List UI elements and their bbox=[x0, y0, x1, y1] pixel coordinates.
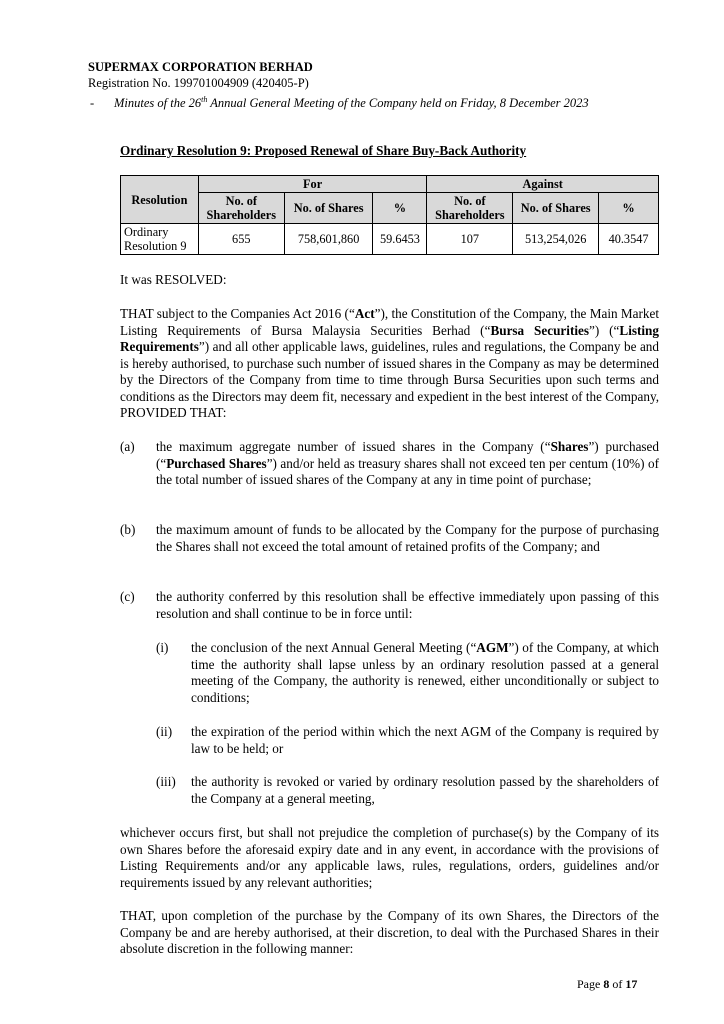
for-shares-cell: 758,601,860 bbox=[284, 224, 373, 255]
registration-number: Registration No. 199701004909 (420405-P) bbox=[88, 76, 309, 90]
page-number: Page 8 of 17 bbox=[577, 977, 638, 991]
item-label: (iii) bbox=[156, 774, 176, 789]
item-label: (b) bbox=[120, 522, 136, 537]
vote-table bbox=[120, 175, 659, 255]
item-text: the authority conferred by this resolution shall be effective immediately upon passing of this resolution and shall continue to be in force until: bbox=[156, 589, 659, 621]
company-name: SUPERMAX CORPORATION BERHAD bbox=[88, 60, 313, 74]
against-pct-header: % bbox=[599, 193, 659, 224]
item-text: the maximum amount of funds to be allocated by the Company for the purpose of purchasing the Shares shall not exceed the total amount of retained profits of the Company; and bbox=[156, 522, 659, 554]
table-subheader-row bbox=[121, 193, 659, 224]
resolution-title: Ordinary Resolution 9: Proposed Renewal of Share Buy-Back Authority bbox=[120, 143, 527, 158]
for-pct-header: % bbox=[373, 193, 427, 224]
item-text: the conclusion of the next Annual General Meeting (“AGM”) of the Company, at which time the authority shall lapse unless by an ordinary resolution passed at a general meeting of the Company, the authority is renewed, either unconditionally or subject to conditions; bbox=[191, 640, 659, 705]
for-pct-cell: 59.6453 bbox=[373, 224, 427, 255]
col-resolution: Resolution bbox=[121, 176, 199, 224]
paragraph-that-upon: THAT, upon completion of the purchase by the Company of its own Shares, the Directors of the Company be and are hereby authorised, at their discretion, to deal with the Purchased Shares in their absolute discretion in the following manner: bbox=[120, 908, 659, 956]
item-label: (a) bbox=[120, 439, 135, 454]
table-header-row bbox=[121, 176, 659, 193]
against-holders-cell: 107 bbox=[427, 224, 513, 255]
row-resolution: Ordinary Resolution 9 bbox=[121, 224, 199, 255]
item-label: (c) bbox=[120, 589, 135, 604]
paragraph-whichever: whichever occurs first, but shall not prejudice the completion of purchase(s) by the Company of its own Shares before the aforesaid expiry date and in any event, in accordance with the provisions of Listing Requirements and/or any applicable laws, rules, regulations, orders, guidelines and/or requirements issued by any relevant authorities; bbox=[120, 825, 659, 890]
minutes-text-pre: Minutes of the 26 bbox=[114, 96, 202, 111]
item-text: the maximum aggregate number of issued shares in the Company (“Shares”) purchased (“Purchased Shares”) and/or held as treasury shares shall not exceed ten per centum (10%) of the total number of issued shares of the Company at any in time point of purchase; bbox=[156, 439, 660, 487]
item-text: the expiration of the period within which the next AGM of the Company is required by law to be held; or bbox=[191, 724, 659, 756]
for-holders-cell: 655 bbox=[198, 224, 284, 255]
group-against: Against bbox=[427, 176, 659, 193]
against-shares-cell: 513,254,026 bbox=[513, 224, 599, 255]
header-dash: - bbox=[90, 96, 95, 111]
paragraph-that-subject: THAT subject to the Companies Act 2016 (“Act”), the Constitution of the Company, the Main Market Listing Requirements of Bursa Malaysia Securities Berhad (“Bursa Securities”) (“Listing Requirements”) and all other applicable laws, guidelines, rules and regulations, the Company be and is hereby authorised, to purchase such number of issued shares in the Company as may be determined by the Directors of the Company from time to time through Bursa Securities upon such terms and conditions as the Directors may deem fit, necessary and expedient in the best interest of the Company, PROVIDED THAT: bbox=[120, 306, 660, 420]
item-label: (i) bbox=[156, 640, 169, 655]
for-shares-header: No. of Shares bbox=[284, 193, 373, 224]
minutes-header bbox=[90, 92, 589, 111]
against-shareholders-header: No. of Shareholders bbox=[427, 193, 513, 224]
table-row bbox=[121, 224, 659, 255]
against-pct-cell: 40.3547 bbox=[599, 224, 659, 255]
against-shares-header: No. of Shares bbox=[513, 193, 599, 224]
group-for: For bbox=[198, 176, 427, 193]
for-shareholders-header: No. of Shareholders bbox=[198, 193, 284, 224]
minutes-superscript: th bbox=[201, 95, 208, 104]
minutes-text-post: Annual General Meeting of the Company held on Friday, 8 December 2023 bbox=[207, 96, 589, 111]
resolved-text: It was RESOLVED: bbox=[120, 272, 227, 287]
item-text: the authority is revoked or varied by ordinary resolution passed by the shareholders of the Company at a general meeting, bbox=[191, 774, 659, 806]
item-label: (ii) bbox=[156, 724, 173, 739]
